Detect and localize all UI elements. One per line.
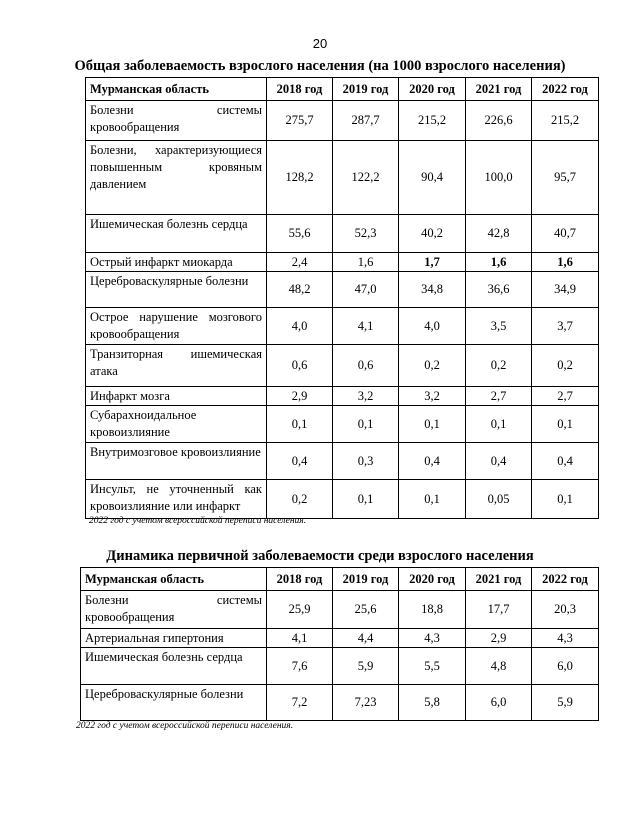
table-row: [86, 141, 599, 215]
table-cell: 25,9: [267, 591, 333, 629]
table-cell: 7,23: [333, 685, 399, 721]
table1-title: Общая заболеваемость взрослого населения (на 1000 взрослого населения): [74, 58, 566, 74]
table-cell: 6,0: [466, 685, 532, 721]
table1-header-row: [86, 78, 599, 101]
table-cell: 2,7: [466, 387, 532, 406]
table2: [80, 567, 599, 721]
table-cell: 0,1: [267, 406, 333, 443]
table1-header-cell: Мурманская область: [86, 78, 267, 101]
table-cell: 0,4: [466, 443, 532, 480]
row-label: Острое нарушение мозгового кровообращения: [86, 308, 267, 345]
table-cell: 20,3: [532, 591, 599, 629]
table-row: [86, 272, 599, 308]
table-row: [81, 685, 599, 721]
page-number: 20: [312, 36, 328, 51]
table-cell: 0,05: [466, 480, 532, 519]
table-cell: 3,2: [333, 387, 399, 406]
table2-title: Динамика первичной заболеваемости среди взрослого населения: [106, 548, 534, 564]
table-cell: 18,8: [399, 591, 466, 629]
table-row: [86, 308, 599, 345]
table-cell: 0,2: [466, 345, 532, 387]
table-cell: 128,2: [267, 141, 333, 215]
table-cell: 3,7: [532, 308, 599, 345]
table1: [85, 77, 599, 519]
table-row: [86, 387, 599, 406]
table-row: [81, 648, 599, 685]
table1-header-cell: 2020 год: [399, 78, 466, 101]
table1-note: 2022 год с учетом всероссийской переписи населения.: [89, 516, 307, 526]
table-cell: 36,6: [466, 272, 532, 308]
table-cell: 0,1: [399, 406, 466, 443]
table-cell: 0,2: [399, 345, 466, 387]
table-cell: 6,0: [532, 648, 599, 685]
table-cell: 7,6: [267, 648, 333, 685]
table1-header-cell: 2018 год: [267, 78, 333, 101]
table-cell: 0,4: [399, 443, 466, 480]
table-cell: 226,6: [466, 101, 532, 141]
table-cell: 52,3: [333, 215, 399, 253]
table-cell: 3,2: [399, 387, 466, 406]
table-cell: 5,9: [333, 648, 399, 685]
table-cell: 0,1: [466, 406, 532, 443]
table-cell: 4,0: [399, 308, 466, 345]
table-cell: 275,7: [267, 101, 333, 141]
table-row: [81, 591, 599, 629]
table-cell: 0,1: [532, 406, 599, 443]
table-cell: 1,7: [399, 253, 466, 272]
table-cell: 0,6: [333, 345, 399, 387]
row-label: Транзиторная ишемическая атака: [86, 345, 267, 387]
table-row: [81, 629, 599, 648]
table2-header-cell: 2022 год: [532, 568, 599, 591]
table-cell: 2,9: [466, 629, 532, 648]
row-label: Внутримозговое кровоизлияние: [86, 443, 267, 480]
table-cell: 25,6: [333, 591, 399, 629]
table2-header-row: [81, 568, 599, 591]
table-cell: 48,2: [267, 272, 333, 308]
table-cell: 122,2: [333, 141, 399, 215]
row-label: Острый инфаркт миокарда: [86, 253, 267, 272]
table-cell: 2,9: [267, 387, 333, 406]
table-cell: 40,7: [532, 215, 599, 253]
table-cell: 5,8: [399, 685, 466, 721]
table1-header-cell: 2021 год: [466, 78, 532, 101]
table-cell: 100,0: [466, 141, 532, 215]
table-cell: 4,8: [466, 648, 532, 685]
table-cell: 2,7: [532, 387, 599, 406]
row-label: Субарахноидальное кровоизлияние: [86, 406, 267, 443]
table-row: [86, 253, 599, 272]
row-label: Цереброваскулярные болезни: [81, 685, 267, 721]
table-cell: 0,1: [333, 480, 399, 519]
table-cell: 1,6: [532, 253, 599, 272]
table2-header-cell: Мурманская область: [81, 568, 267, 591]
table1-header-cell: 2019 год: [333, 78, 399, 101]
table-cell: 0,4: [267, 443, 333, 480]
table-cell: 287,7: [333, 101, 399, 141]
table-cell: 4,3: [399, 629, 466, 648]
table-cell: 0,6: [267, 345, 333, 387]
table-cell: 1,6: [466, 253, 532, 272]
table-cell: 0,2: [532, 345, 599, 387]
row-label: Инсульт, не уточненный как кровоизлияние или инфаркт: [86, 480, 267, 519]
table2-header-cell: 2020 год: [399, 568, 466, 591]
table-cell: 55,6: [267, 215, 333, 253]
table-cell: 0,1: [532, 480, 599, 519]
row-label: Ишемическая болезнь сердца: [86, 215, 267, 253]
table-cell: 5,9: [532, 685, 599, 721]
table-cell: 4,4: [333, 629, 399, 648]
row-label: Инфаркт мозга: [86, 387, 267, 406]
table-cell: 34,8: [399, 272, 466, 308]
table2-header-cell: 2021 год: [466, 568, 532, 591]
table-cell: 0,2: [267, 480, 333, 519]
table-cell: 40,2: [399, 215, 466, 253]
row-label: Болезни, характеризующиеся повышенным кровяным давлением: [86, 141, 267, 215]
table-cell: 215,2: [399, 101, 466, 141]
table-cell: 4,3: [532, 629, 599, 648]
table-cell: 4,0: [267, 308, 333, 345]
table2-header-cell: 2019 год: [333, 568, 399, 591]
table-cell: 4,1: [267, 629, 333, 648]
table2-header-cell: 2018 год: [267, 568, 333, 591]
table-cell: 0,4: [532, 443, 599, 480]
row-label: Ишемическая болезнь сердца: [81, 648, 267, 685]
table-row: [86, 345, 599, 387]
table2-note: 2022 год с учетом всероссийской переписи населения.: [76, 721, 294, 731]
table-cell: 2,4: [267, 253, 333, 272]
table-row: [86, 480, 599, 519]
table-row: [86, 215, 599, 253]
table-cell: 1,6: [333, 253, 399, 272]
table1-header-cell: 2022 год: [532, 78, 599, 101]
table-cell: 34,9: [532, 272, 599, 308]
table-cell: 90,4: [399, 141, 466, 215]
table-cell: 95,7: [532, 141, 599, 215]
row-label: Болезни системы кровообращения: [81, 591, 267, 629]
row-label: Артериальная гипертония: [81, 629, 267, 648]
row-label: Болезни системы кровообращения: [86, 101, 267, 141]
table-cell: 215,2: [532, 101, 599, 141]
row-label: Цереброваскулярные болезни: [86, 272, 267, 308]
table-row: [86, 101, 599, 141]
table-cell: 0,3: [333, 443, 399, 480]
table-cell: 42,8: [466, 215, 532, 253]
table-cell: 7,2: [267, 685, 333, 721]
table-cell: 17,7: [466, 591, 532, 629]
table-cell: 47,0: [333, 272, 399, 308]
table-row: [86, 443, 599, 480]
table-row: [86, 406, 599, 443]
table-cell: 0,1: [399, 480, 466, 519]
table-cell: 4,1: [333, 308, 399, 345]
table-cell: 5,5: [399, 648, 466, 685]
table-cell: 0,1: [333, 406, 399, 443]
table-cell: 3,5: [466, 308, 532, 345]
